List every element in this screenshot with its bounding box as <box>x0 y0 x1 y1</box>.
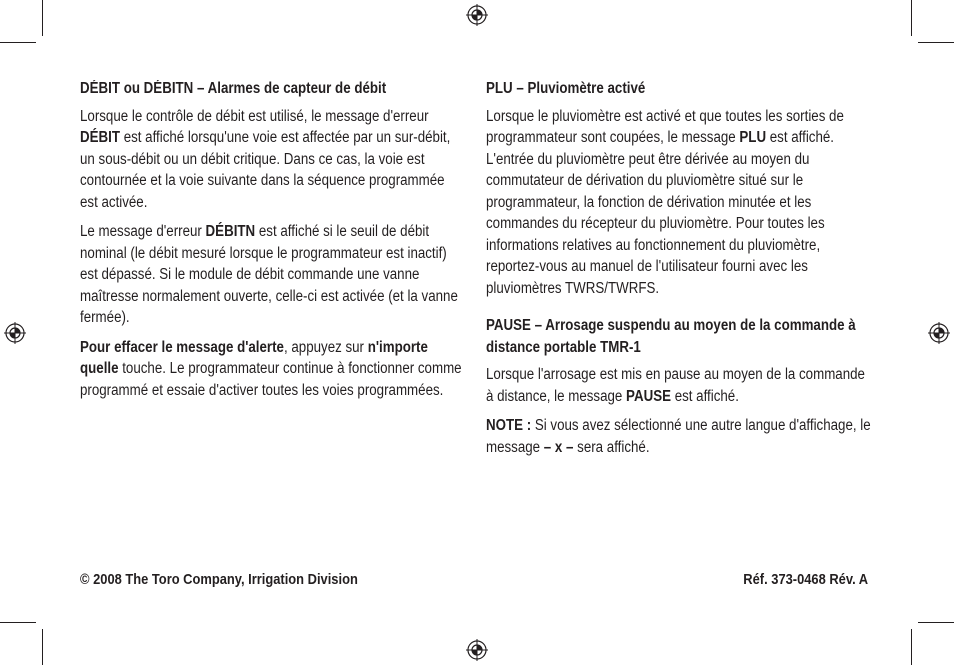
registration-mark-icon <box>4 322 26 344</box>
footer-copyright: © 2008 The Toro Company, Irrigation Division <box>80 571 358 588</box>
registration-mark-icon <box>466 639 488 661</box>
crop-mark <box>0 622 36 623</box>
registration-mark-icon <box>928 322 950 344</box>
paragraph-note: NOTE : Si vous avez sélectionné une autre langue d'affichage, le message – x – sera affiché. <box>486 417 871 456</box>
paragraph-flow-error: Lorsque le contrôle de débit est utilisé, le message d'erreur DÉBIT est affiché lorsqu'une voie est affectée par un sur-débit, un sous-débit ou un débit critique. Dans ce cas, la voie est contournée et la voie suivante dans la séquence programmée est activée. <box>80 107 451 211</box>
crop-mark <box>42 0 43 36</box>
paragraph-rain-sensor: Lorsque le pluviomètre est activé et que toutes les sorties de programmateur sont coupées, le message PLU est affiché. L'entrée du pluviomètre peut être dérivée au moyen du commutateur de dérivation du pluviomètre situé sur le programmateur, la fonction de dérivation minutée et les commandes du récepteur du pluviomètre. Pour toutes les informations relatives au fonctionnement du pluviomètre, reportez-vous au manuel de l'utilisateur fourni avec les pluviomètres TWRS/TWRFS. <box>486 107 844 297</box>
section-heading-rain-sensor: PLU – Pluviomètre activé <box>486 80 646 97</box>
crop-mark <box>911 0 912 36</box>
crop-mark <box>911 629 912 665</box>
footer-reference: Réf. 373-0468 Rév. A <box>743 571 868 588</box>
crop-mark <box>918 622 954 623</box>
registration-mark-icon <box>466 4 488 26</box>
left-column <box>80 78 465 409</box>
section-heading-flow-alarm: DÉBIT ou DÉBITN – Alarmes de capteur de débit <box>80 80 387 97</box>
crop-mark <box>42 629 43 665</box>
paragraph-flown-error: Le message d'erreur DÉBITN est affiché si le seuil de débit nominal (le débit mesuré lorsque le programmateur est inactif) est dépassé. Si le module de débit commande une vanne maîtresse normalement ouverte, celle-ci est activée (et la vanne fermée). <box>80 223 458 326</box>
crop-mark <box>0 42 36 43</box>
crop-mark <box>918 42 954 43</box>
section-heading-pause: PAUSE – Arrosage suspendu au moyen de la commande à distance portable TMR-1 <box>486 317 856 356</box>
paragraph-pause: Lorsque l'arrosage est mis en pause au moyen de la commande à distance, le message PAUSE est affiché. <box>486 366 865 405</box>
paragraph-clear-alert: Pour effacer le message d'alerte, appuyez sur n'importe quelle touche. Le programmateur continue à fonctionner comme programmé et essaie d'activer toutes les voies programmées. <box>80 338 462 399</box>
right-column <box>486 78 875 466</box>
